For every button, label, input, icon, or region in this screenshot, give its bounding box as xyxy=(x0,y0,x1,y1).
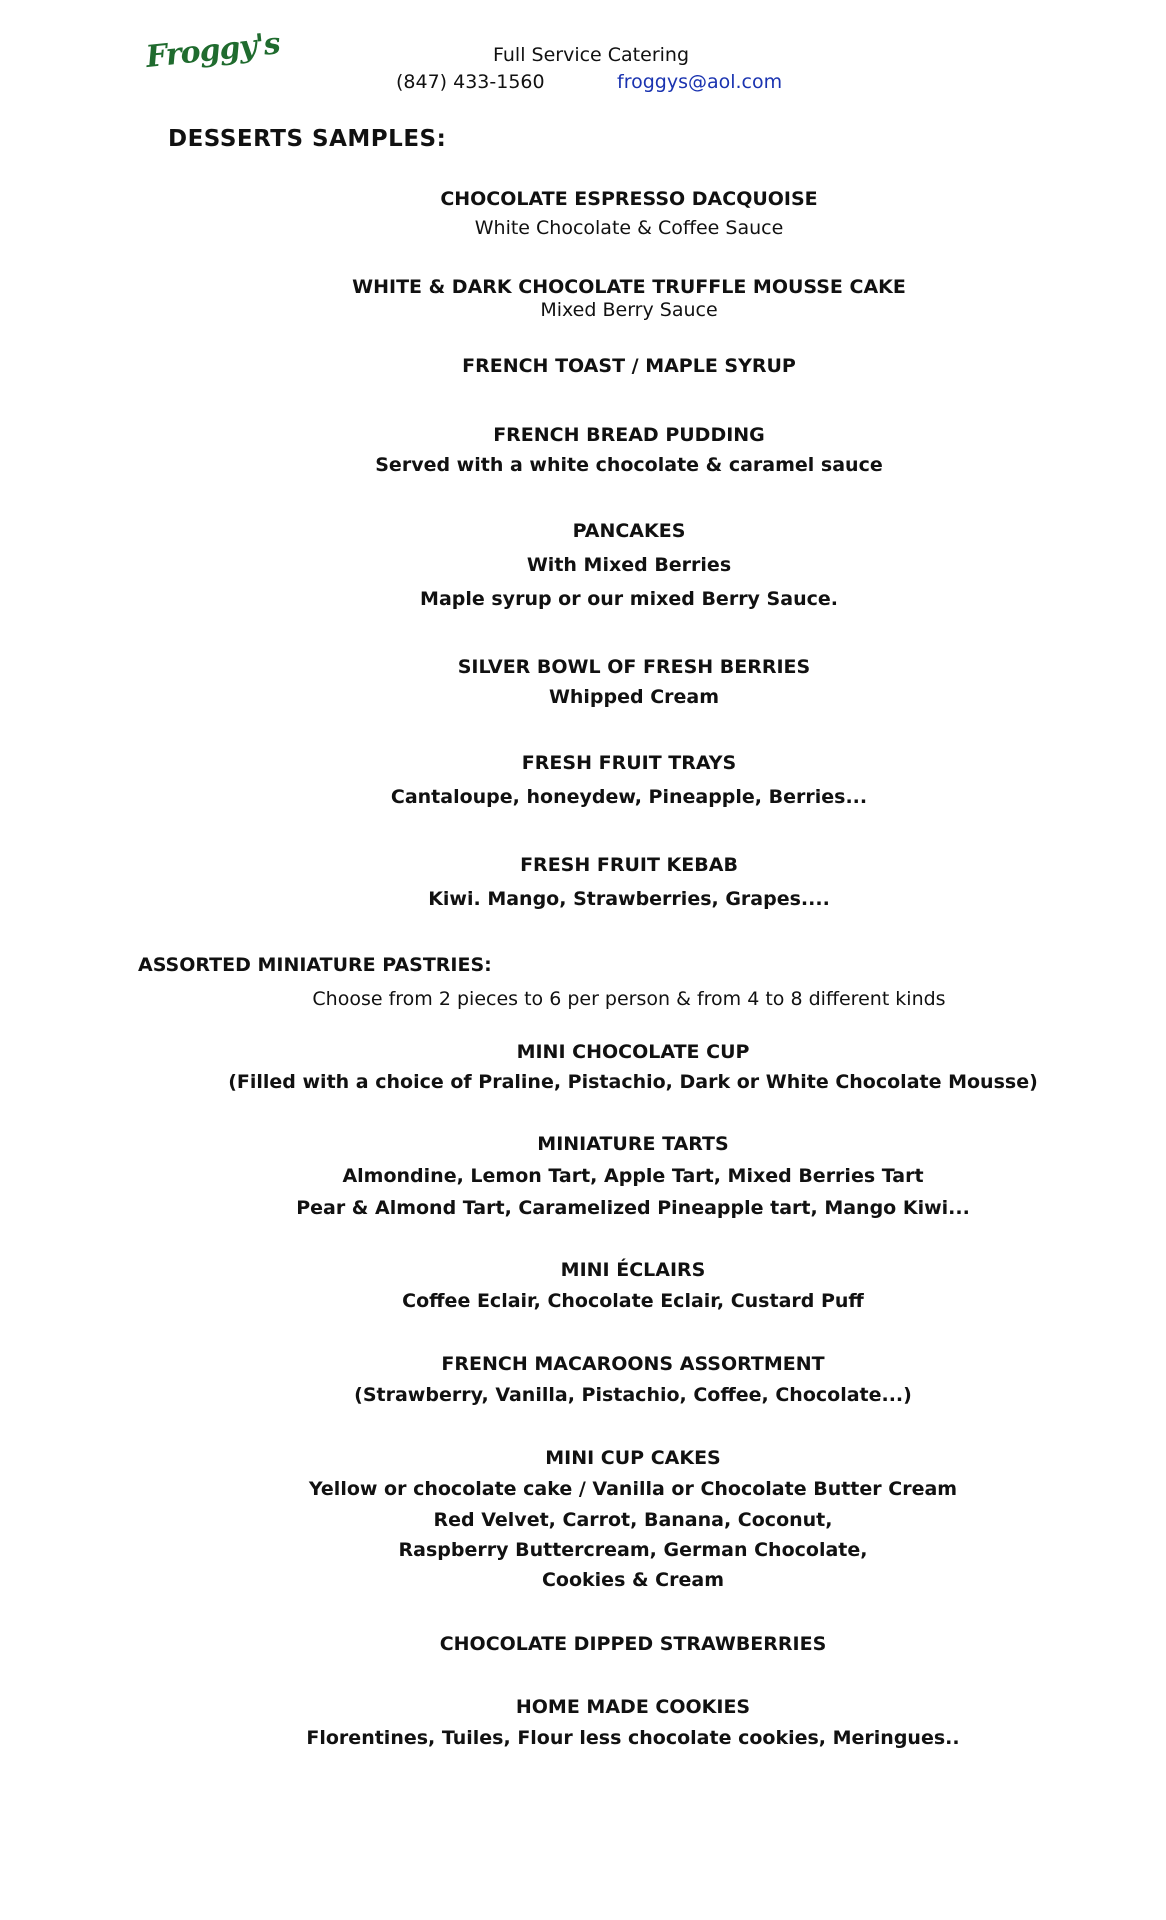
menu-item-description: Coffee Eclair, Chocolate Eclair, Custard Puff xyxy=(402,1289,864,1312)
logo-text: Froggy's xyxy=(144,26,282,75)
menu-item xyxy=(0,188,1166,240)
menu-item xyxy=(0,424,1166,477)
menu-item xyxy=(0,1259,1166,1313)
menu-item-description: Mixed Berry Sauce xyxy=(540,298,718,321)
menu-item-title: FRENCH TOAST / MAPLE SYRUP xyxy=(462,355,796,377)
menu-item-title: FRENCH MACAROONS ASSORTMENT xyxy=(441,1353,825,1375)
menu-item xyxy=(0,1133,1166,1219)
menu-item xyxy=(0,1696,1166,1750)
menu-item-title: HOME MADE COOKIES xyxy=(515,1696,751,1718)
menu-item xyxy=(0,854,1166,911)
header-phone: (847) 433-1560 xyxy=(396,71,545,93)
menu-item xyxy=(0,656,1166,709)
pastries-heading: ASSORTED MINIATURE PASTRIES: xyxy=(138,954,492,976)
header-tagline: Full Service Catering xyxy=(492,44,690,66)
menu-item xyxy=(0,1447,1166,1592)
menu-item-description: Red Velvet, Carrot, Banana, Coconut, xyxy=(433,1508,833,1531)
menu-item xyxy=(0,276,1166,322)
menu-item-description: (Filled with a choice of Praline, Pistachio, Dark or White Chocolate Mousse) xyxy=(228,1070,1038,1093)
menu-item-description: Cookies & Cream xyxy=(541,1569,724,1592)
menu-item-description: Whipped Cream xyxy=(548,685,720,708)
menu-item-title: MINI ÉCLAIRS xyxy=(560,1259,706,1281)
menu-item-title: FRESH FRUIT TRAYS xyxy=(521,752,737,774)
menu-item-description: (Strawberry, Vanilla, Pistachio, Coffee, Chocolate...) xyxy=(354,1383,912,1406)
menu-item-title: MINIATURE TARTS xyxy=(537,1133,729,1155)
menu-item xyxy=(0,752,1166,809)
menu-item-title: FRENCH BREAD PUDDING xyxy=(493,424,765,446)
email-link[interactable]: froggys@aol.com xyxy=(617,71,783,93)
menu-item-title: CHOCOLATE ESPRESSO DACQUOISE xyxy=(440,188,818,210)
menu-item-description: Almondine, Lemon Tart, Apple Tart, Mixed Berries Tart xyxy=(342,1164,924,1187)
menu-item xyxy=(0,1041,1166,1094)
menu-item-title: PANCAKES xyxy=(572,520,686,542)
pastries-note xyxy=(0,988,1166,1011)
page-title: DESSERTS SAMPLES: xyxy=(168,126,447,152)
menu-item xyxy=(0,355,1166,378)
menu-item-description: Yellow or chocolate cake / Vanilla or Chocolate Butter Cream xyxy=(308,1477,958,1500)
menu-item-title: FRESH FRUIT KEBAB xyxy=(520,854,738,876)
menu-item xyxy=(0,520,1166,610)
menu-item-title: MINI CHOCOLATE CUP xyxy=(516,1041,750,1063)
menu-item-title: SILVER BOWL OF FRESH BERRIES xyxy=(457,656,811,678)
menu-item-description: Cantaloupe, honeydew, Pineapple, Berries... xyxy=(390,785,868,808)
menu-item xyxy=(0,1633,1166,1656)
pastries-note-text: Choose from 2 pieces to 6 per person & from 4 to 8 different kinds xyxy=(312,988,946,1010)
menu-item xyxy=(0,1353,1166,1407)
menu-item-title: CHOCOLATE DIPPED STRAWBERRIES xyxy=(439,1633,827,1655)
menu-item-description: Pear & Almond Tart, Caramelized Pineapple tart, Mango Kiwi... xyxy=(296,1196,970,1219)
menu-item-title: MINI CUP CAKES xyxy=(545,1447,721,1469)
menu-item-description: With Mixed Berries xyxy=(526,553,732,576)
menu-item-description: Kiwi. Mango, Strawberries, Grapes.... xyxy=(428,887,830,910)
menu-item-description: White Chocolate & Coffee Sauce xyxy=(474,216,784,239)
menu-item-description: Served with a white chocolate & caramel sauce xyxy=(375,453,883,476)
menu-item-title: WHITE & DARK CHOCOLATE TRUFFLE MOUSSE CAKE xyxy=(352,276,906,298)
menu-item-description: Florentines, Tuiles, Flour less chocolate cookies, Meringues.. xyxy=(306,1726,960,1749)
menu-item-description: Maple syrup or our mixed Berry Sauce. xyxy=(420,587,838,610)
menu-item-description: Raspberry Buttercream, German Chocolate, xyxy=(398,1539,868,1562)
